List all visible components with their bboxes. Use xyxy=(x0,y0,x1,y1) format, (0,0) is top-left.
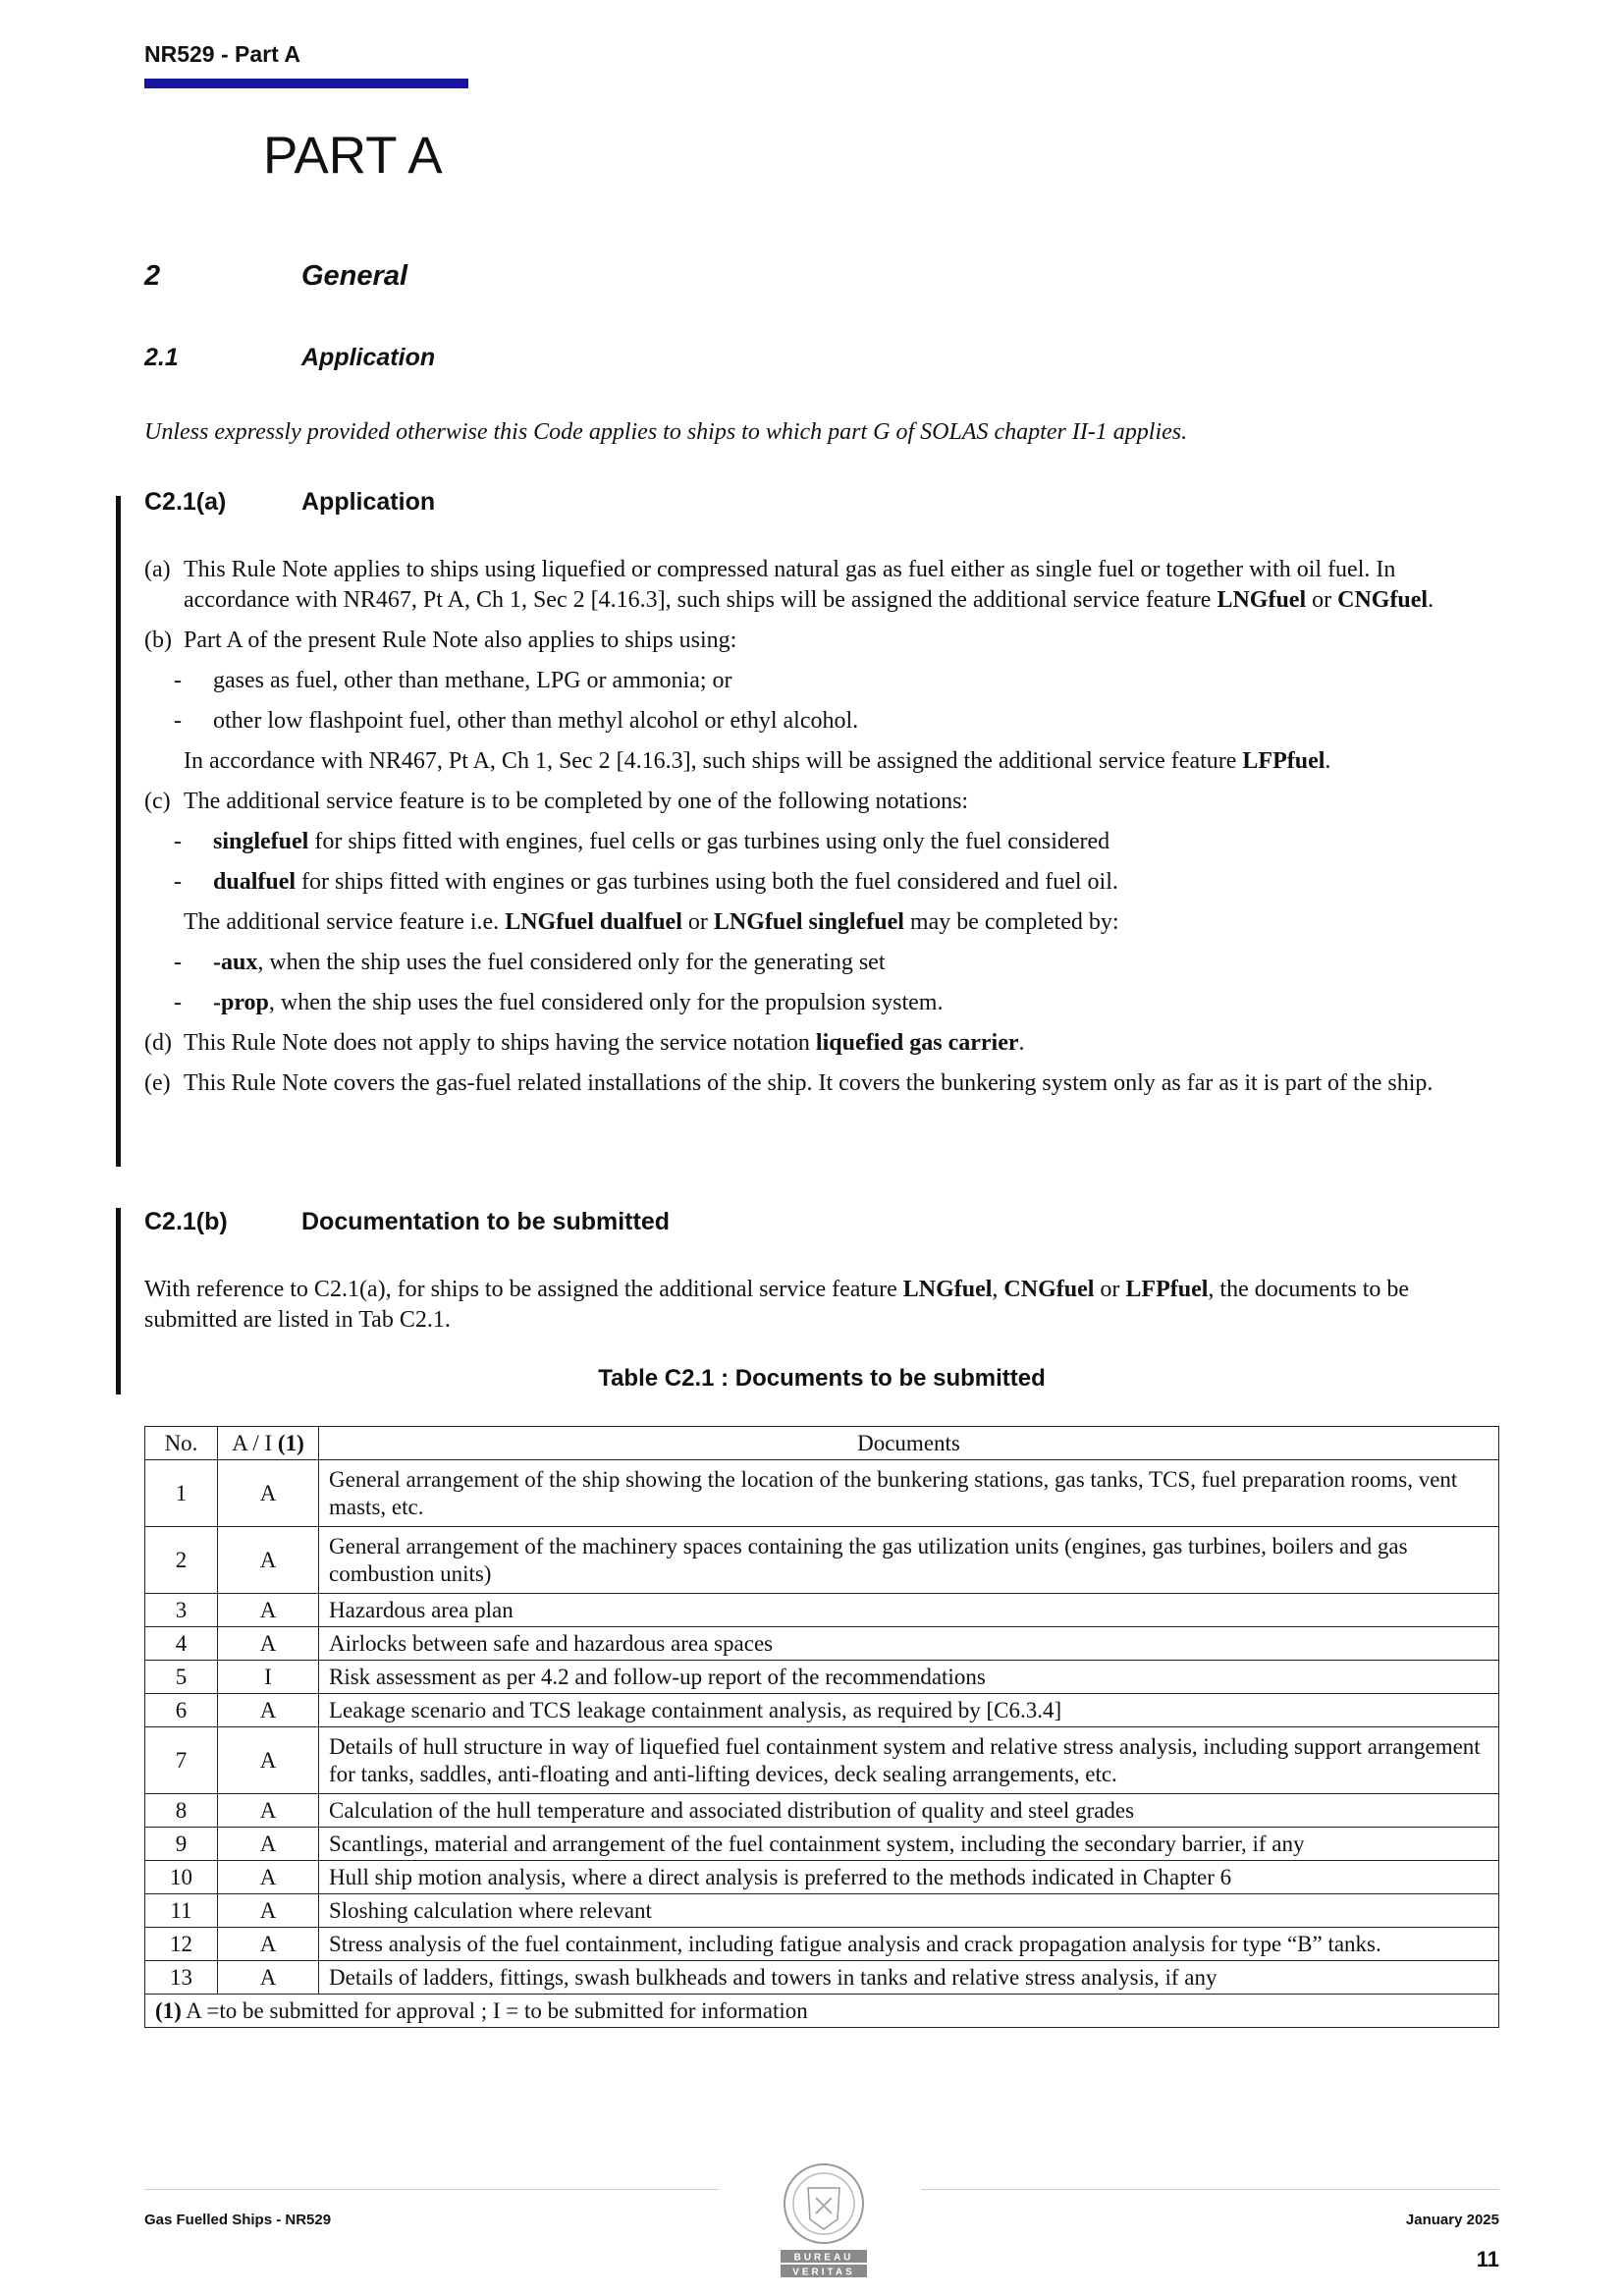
clause-title: Documentation to be submitted xyxy=(301,1208,670,1235)
dash-item: - dualfuel for ships fitted with engines or gas turbines using both the fuel considered and fuel oil. xyxy=(174,869,1118,895)
list-item: (b) Part A of the present Rule Note also applies to ships using: xyxy=(144,628,737,653)
continuation-text: The additional service feature i.e. LNGfuel dualfuel or LNGfuel singlefuel may be completed by: xyxy=(184,909,1119,935)
table-row: 8 A Calculation of the hull temperature and associated distribution of quality and steel grades xyxy=(145,1794,1499,1828)
page-number: 11 xyxy=(1476,2247,1499,2271)
clause-title: Application xyxy=(301,488,436,516)
table-row: 12 A Stress analysis of the fuel containment, including fatigue analysis and crack propagation analysis for type “B” tanks. xyxy=(145,1928,1499,1961)
list-item: (a) This Rule Note applies to ships using liquefied or compressed natural gas as fuel either as single fuel or together with oil fuel. In accordance with NR467, Pt A, Ch 1, Sec 2 [4.16.3], such ships will be assigned the additional service feature LNGfuel or CNGfuel. xyxy=(144,557,1434,613)
part-title: PART A xyxy=(263,127,443,185)
change-bar xyxy=(116,496,121,1167)
subsection-title: Application xyxy=(301,344,436,371)
table-row: 6 A Leakage scenario and TCS leakage containment analysis, as required by [C6.3.4] xyxy=(145,1694,1499,1727)
svg-text:VERITAS: VERITAS xyxy=(792,2267,855,2278)
table-row: 3 A Hazardous area plan xyxy=(145,1594,1499,1627)
application-intro: Unless expressly provided otherwise this Code applies to ships to which part G of SOLAS chapter II-1 applies. xyxy=(144,419,1188,445)
table-row: 9 A Scantlings, material and arrangement of the fuel containment system, including the secondary barrier, if any xyxy=(145,1828,1499,1861)
table-footnote-row xyxy=(145,1995,1499,2028)
table-header-row xyxy=(145,1427,1499,1460)
footer-rule xyxy=(921,2189,1499,2190)
subsection-number: 2.1 xyxy=(144,344,179,371)
clause-number: C2.1(a) xyxy=(144,488,227,516)
documentation-paragraph: With reference to C2.1(a), for ships to be assigned the additional service feature LNGfuel, CNGfuel or LFPfuel, the documents to be submitted are listed in Tab C2.1. xyxy=(144,1277,1410,1333)
continuation-text: In accordance with NR467, Pt A, Ch 1, Sec 2 [4.16.3], such ships will be assigned the additional service feature LFPfuel. xyxy=(184,748,1331,774)
list-item: (c) The additional service feature is to be completed by one of the following notations: xyxy=(144,789,969,814)
table-title: Table C2.1 : Documents to be submitted xyxy=(598,1365,1046,1392)
list-item: (e) This Rule Note covers the gas-fuel related installations of the ship. It covers the bunkering system only as far as it is part of the ship. xyxy=(144,1070,1434,1096)
table-row: 4 A Airlocks between safe and hazardous area spaces xyxy=(145,1627,1499,1661)
list-item: (d) This Rule Note does not apply to ships having the service notation liquefied gas carrier. xyxy=(144,1030,1025,1056)
table-row: 2 A General arrangement of the machinery spaces containing the gas utilization units (engines, gas turbines, boilers and gas combustion units) xyxy=(145,1527,1499,1594)
footer-rule xyxy=(144,2189,719,2190)
column-header-ai: A / I (1) xyxy=(218,1427,319,1460)
footer-date: January 2025 xyxy=(1405,2212,1499,2228)
clause-number: C2.1(b) xyxy=(144,1208,228,1235)
footer-document-title: Gas Fuelled Ships - NR529 xyxy=(144,2212,332,2228)
column-header-documents: Documents xyxy=(319,1427,1499,1460)
dash-item: - other low flashpoint fuel, other than methyl alcohol or ethyl alcohol. xyxy=(174,708,859,734)
table-row: 11 A Sloshing calculation where relevant xyxy=(145,1894,1499,1928)
dash-item: - -aux, when the ship uses the fuel considered only for the generating set xyxy=(174,950,886,975)
table-row: 5 I Risk assessment as per 4.2 and follow-up report of the recommendations xyxy=(145,1661,1499,1694)
table-row: 1 A General arrangement of the ship showing the location of the bunkering stations, gas tanks, TCS, fuel preparation rooms, vent masts, etc. xyxy=(145,1460,1499,1527)
dash-item: - singlefuel for ships fitted with engines, fuel cells or gas turbines using only the fuel considered xyxy=(174,829,1110,854)
documents-table xyxy=(144,1426,1499,2028)
svg-text:BUREAU: BUREAU xyxy=(793,2252,854,2264)
dash-item: - gases as fuel, other than methane, LPG or ammonia; or xyxy=(174,668,732,693)
table-row: 10 A Hull ship motion analysis, where a direct analysis is preferred to the methods indicated in Chapter 6 xyxy=(145,1861,1499,1894)
column-header-no: No. xyxy=(145,1427,218,1460)
section-number: 2 xyxy=(144,260,161,292)
running-header: NR529 - Part A xyxy=(144,41,300,67)
table-row: 13 A Details of ladders, fittings, swash bulkheads and towers in tanks and relative stress analysis, if any xyxy=(145,1961,1499,1995)
dash-item: - -prop, when the ship uses the fuel considered only for the propulsion system. xyxy=(174,990,944,1015)
section-title: General xyxy=(301,260,407,292)
table-footnote: (1) A =to be submitted for approval ; I = to be submitted for information xyxy=(145,1995,1499,2028)
table-row: 7 A Details of hull structure in way of liquefied fuel containment system and relative stress analysis, including support arrangement for tanks, saddles, anti-floating and anti-lifting devices, deck sealing arrangements, etc. xyxy=(145,1727,1499,1794)
header-rule xyxy=(144,79,468,88)
change-bar xyxy=(116,1208,121,1394)
bureau-veritas-logo xyxy=(779,2159,869,2281)
application-list xyxy=(144,555,1497,1099)
